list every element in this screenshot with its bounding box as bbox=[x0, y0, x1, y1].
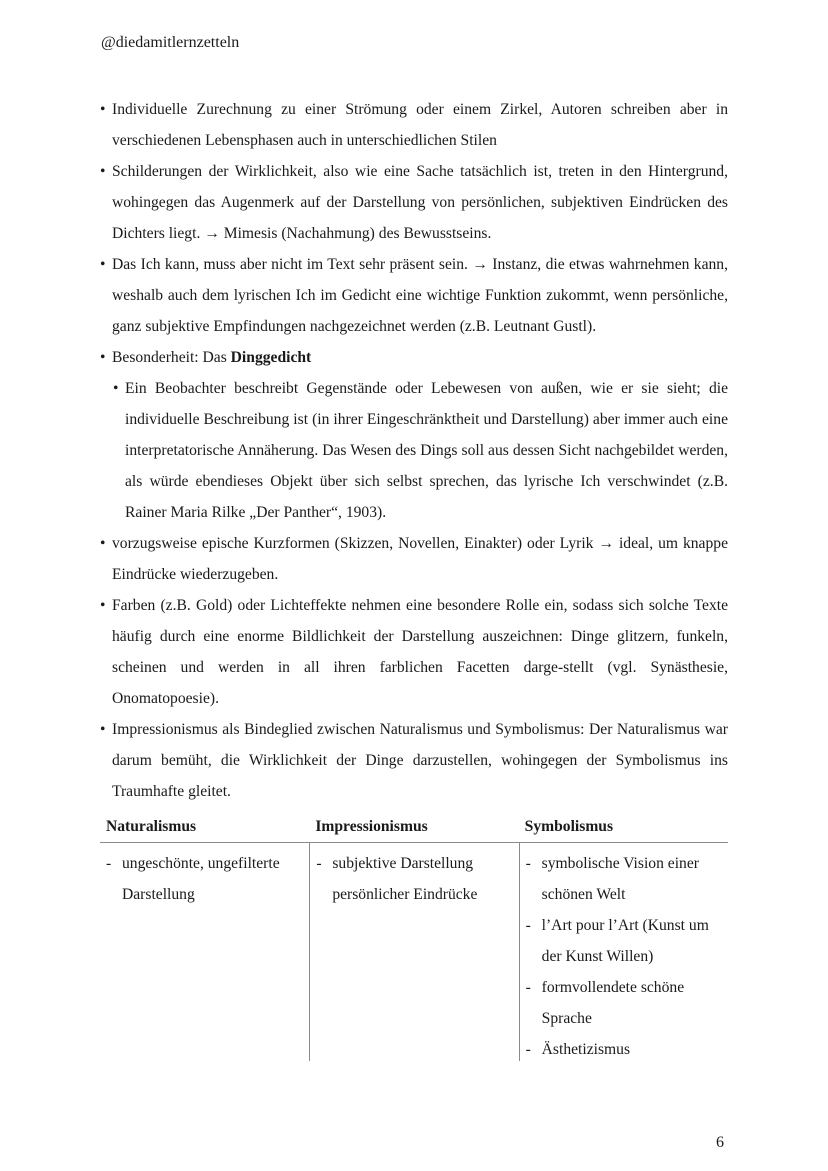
besonderheit-prefix: Besonderheit: Das bbox=[112, 349, 231, 366]
bullet-zurechnung: • Individuelle Zurechnung zu einer Strömung oder einem Zirkel, Autoren schreiben aber in verschiedenen Lebensphasen auch in unterschiedlichen Stilen bbox=[100, 94, 728, 156]
bullet-besonderheit bbox=[100, 342, 728, 373]
bullet-bindeglied: • Impressionismus als Bindeglied zwischen Naturalismus und Symbolismus: Der Naturalismus war darum bemüht, die Wirklichkeit der Dinge darzustellen, wohingegen der Symbolismus ins Traumhafte gleitet. bbox=[100, 714, 728, 807]
list-item: - l’Art pour l’Art (Kunst um der Kunst Willen) bbox=[526, 910, 724, 972]
bullet-schilderungen: • Schilderungen der Wirklichkeit, also wie eine Sache tatsächlich ist, treten in den Hintergrund, wohingegen das Augenmerk auf der Darstellung von persönlichen, subjektiven Eindrücken des Dichters liegt. → Mimesis (Nachahmung) des Bewusstseins. bbox=[100, 156, 728, 249]
document-body bbox=[100, 94, 728, 807]
bullet-farben: • Farben (z.B. Gold) oder Lichteffekte nehmen eine besondere Rolle ein, sodass sich solche Texte häufig durch eine enorme Bildlichkeit der Darstellung auszeichnen: Dinge glitzern, funkeln, scheinen und werden in all ihren farblichen Facetten darge-stellt (vgl. Synästhesie, Onomatopoesie). bbox=[100, 590, 728, 714]
dinggedicht-term: Dinggedicht bbox=[230, 349, 312, 366]
header-impressionismus: Impressionismus bbox=[315, 818, 428, 835]
table-body-row bbox=[100, 843, 728, 1061]
page-number: 6 bbox=[716, 1134, 724, 1151]
table-header-row bbox=[100, 812, 728, 843]
list-item: - symbolische Vision einer schönen Welt bbox=[526, 848, 724, 910]
list-item: - subjektive Darstellung persönlicher Eindrücke bbox=[316, 848, 514, 910]
column-symbolismus bbox=[519, 843, 728, 1061]
list-item: - ungeschönte, ungefilterte Darstellung bbox=[106, 848, 305, 910]
page-header-handle: @diedamitlernzetteln bbox=[101, 34, 240, 51]
list-item: - formvollendete schöne Sprache bbox=[526, 972, 724, 1034]
comparison-table bbox=[100, 812, 728, 1061]
sub-bullet-dinggedicht: • Ein Beobachter beschreibt Gegenstände oder Lebewesen von außen, wie er sie sieht; die individuelle Beschreibung ist (in ihrer Eingeschränktheit und Darstellung) aber immer auch eine interpretatorische Annäherung. Das Wesen des Dings soll aus dessen Sicht nachgebildet werden, als würde ebendieses Objekt über sich selbst sprechen, das lyrische Ich verschwindet (z.B. Rainer Maria Rilke „Der Panther“, 1903). bbox=[113, 373, 728, 528]
list-item: - Ästhetizismus bbox=[526, 1034, 724, 1065]
column-impressionismus bbox=[309, 843, 518, 1061]
bullet-ich: • Das Ich kann, muss aber nicht im Text sehr präsent sein. → Instanz, die etwas wahrnehmen kann, weshalb auch dem lyrischen Ich im Gedicht eine wichtige Funktion zukommt, wenn persönliche, ganz subjektive Empfindungen nachgezeichnet werden (z.B. Leutnant Gustl). bbox=[100, 249, 728, 342]
header-symbolismus: Symbolismus bbox=[524, 818, 614, 835]
bullet-kurzformen: • vorzugsweise epische Kurzformen (Skizzen, Novellen, Einakter) oder Lyrik → ideal, um knappe Eindrücke wiederzugeben. bbox=[100, 528, 728, 590]
header-naturalismus: Naturalismus bbox=[106, 818, 197, 835]
column-naturalismus bbox=[100, 843, 309, 1061]
